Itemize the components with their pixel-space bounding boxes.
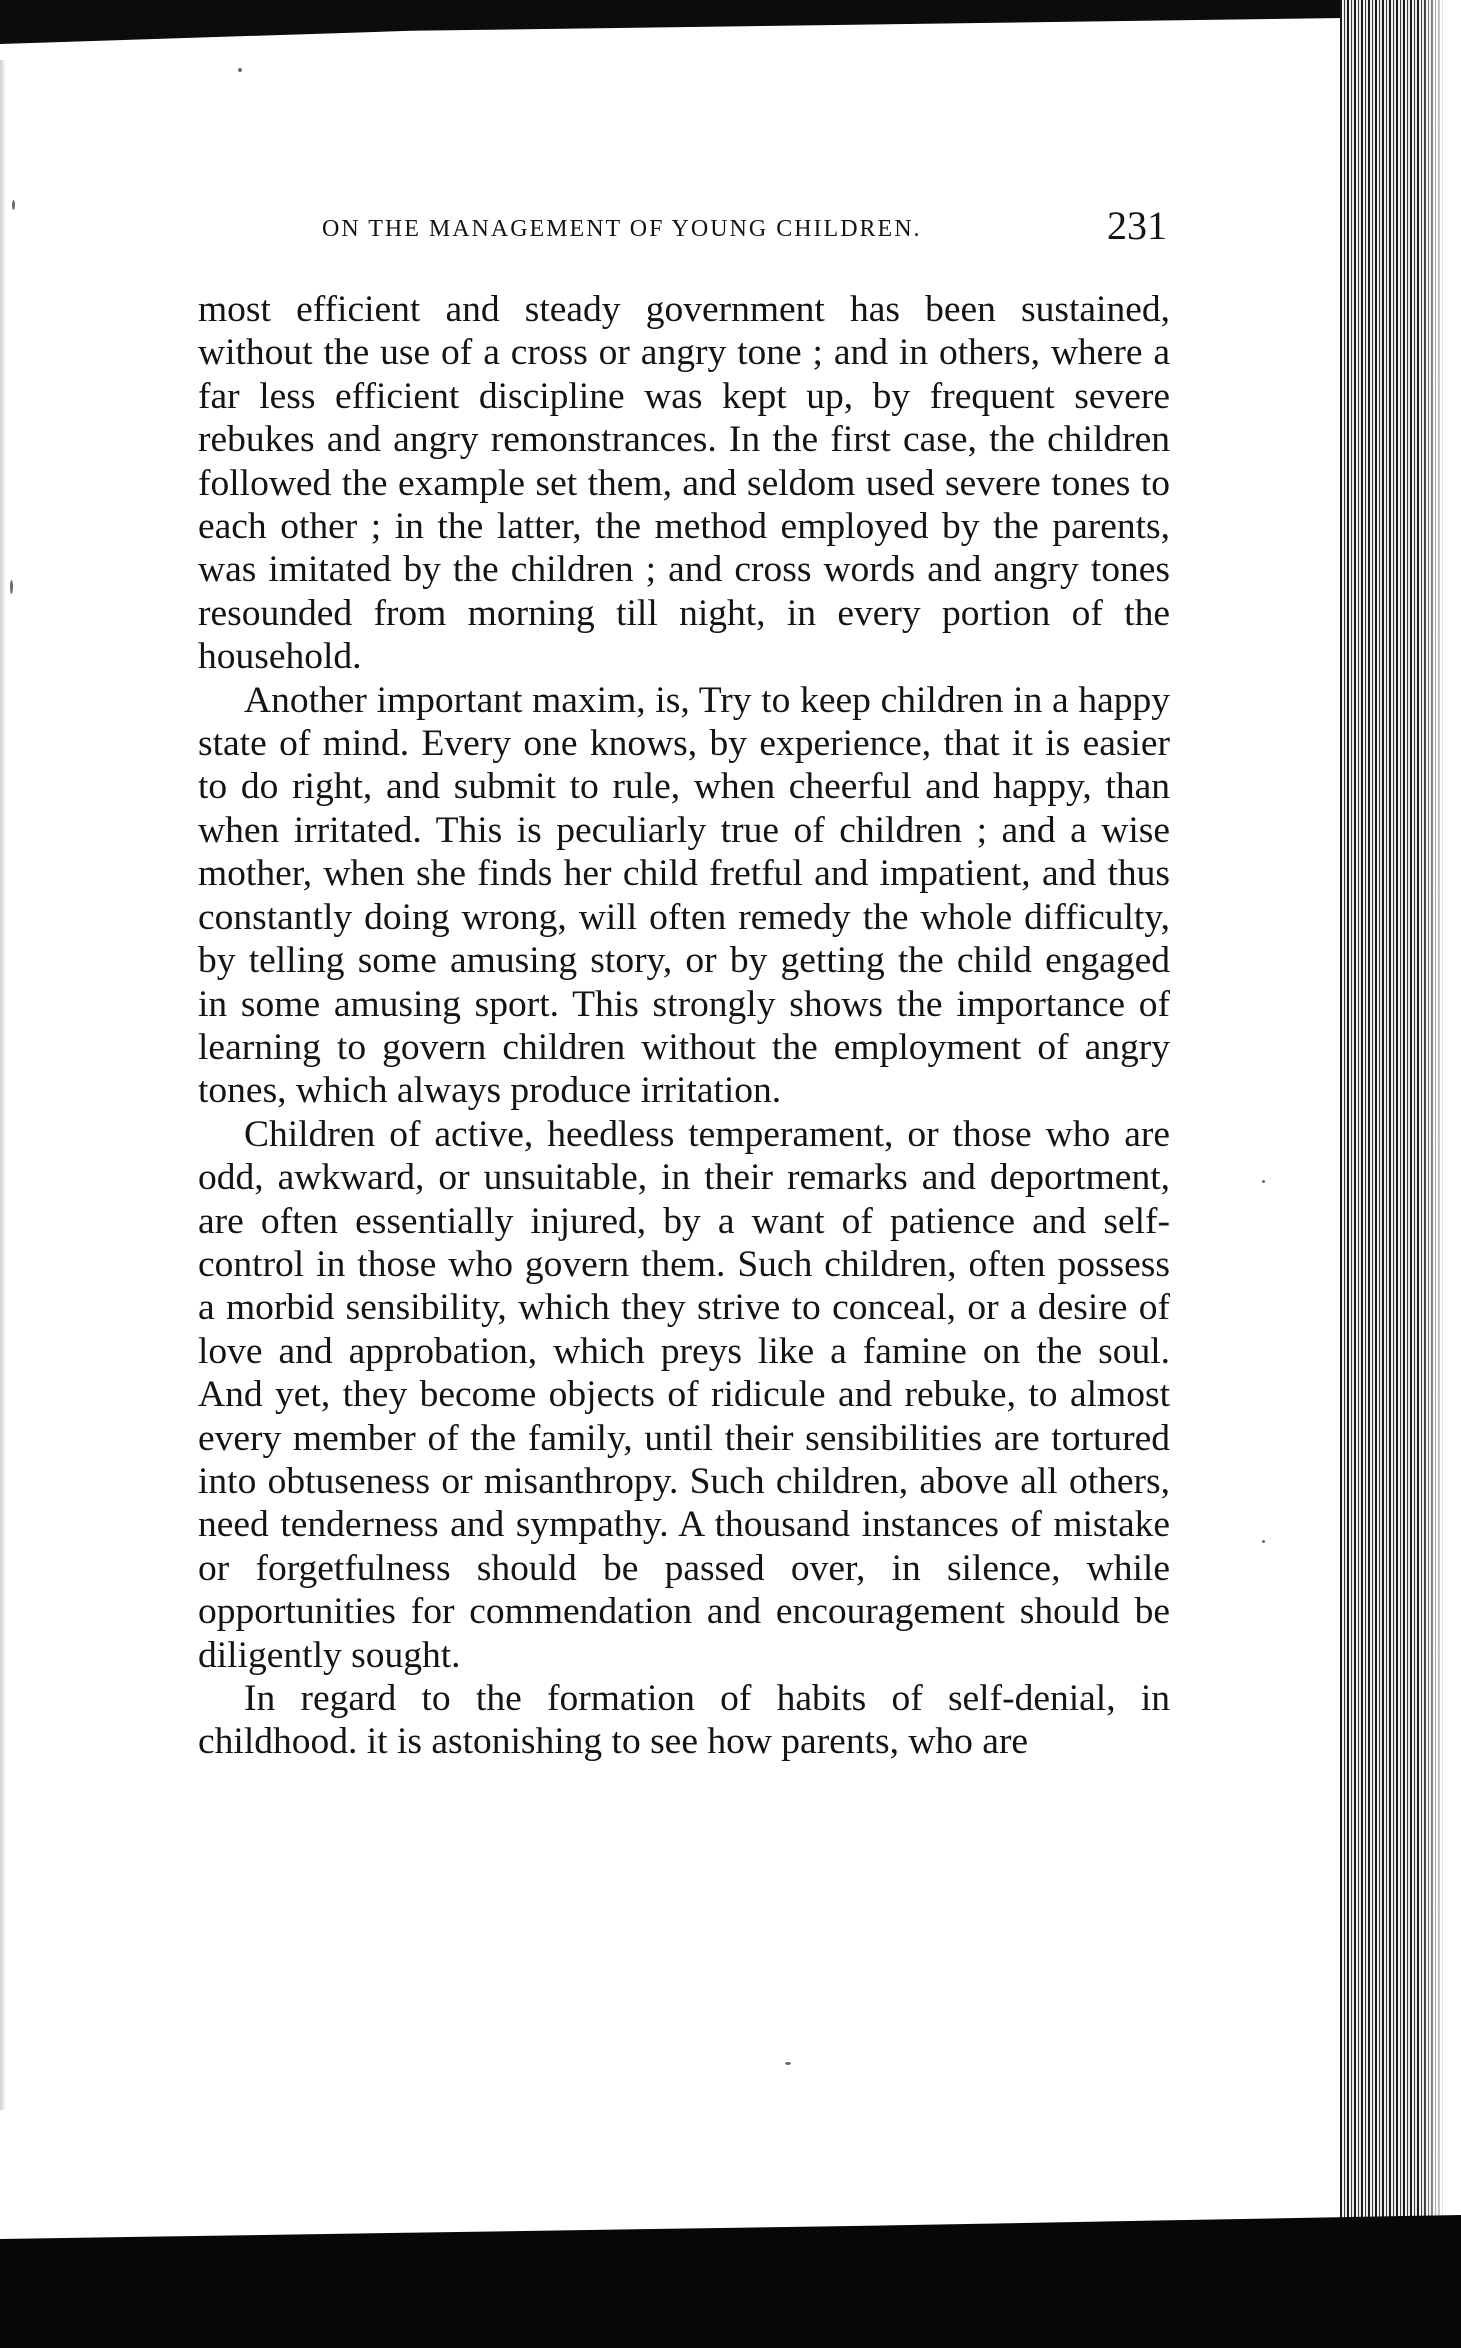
paragraph-4: In regard to the formation of habits of self-denial, in childhood. it is astonishing to see how parents, who are xyxy=(198,1678,1170,1763)
scan-speck xyxy=(785,2062,791,2065)
running-title: ON THE MANAGEMENT OF YOUNG CHILDREN. xyxy=(322,216,922,242)
scan-border-bottom xyxy=(0,2215,1461,2348)
scan-speck xyxy=(12,200,15,210)
paragraph-2: Another important maxim, is, Try to keep children in a happy state of mind. Every one knows, by experience, that it is easier to do right, and submit to rule, when cheerful and happy, than when irritated. This is peculiarly true of children ; and a wise mother, when she finds her child fretful and impatient, and thus constantly doing wrong, will often remedy the whole difficulty, by telling some amusing story, or by getting the child engaged in some amusing sport. This strongly shows the importance of learning to govern children without the employment of angry tones, which always produce irritation. xyxy=(198,679,1170,1112)
scan-speck xyxy=(238,68,242,72)
body-text xyxy=(198,288,1170,1764)
book-page-edges-highlight xyxy=(1360,0,1461,2348)
paragraph-3: Children of active, heedless temperament, or those who are odd, awkward, or unsuitable, in their remarks and deportment, are often essentially injured, by a want of patience and self-control in those who govern them. Such children, often possess a morbid sensibility, which they strive to conceal, or a desire of love and approbation, which preys like a famine on the soul. And yet, they become objects of ridicule and rebuke, to almost every member of the family, until their sensibilities are tortured into obtuseness or misanthropy. Such children, above all others, need tenderness and sympathy. A thousand instances of mistake or forgetfulness should be passed over, in silence, while opportunities for commendation and encouragement should be diligently sought. xyxy=(198,1113,1170,1676)
scan-border-left xyxy=(0,60,6,2110)
running-head xyxy=(200,198,1175,258)
scan-border-top xyxy=(0,0,1370,44)
page-number: 231 xyxy=(1107,203,1167,248)
paragraph-1: most efficient and steady government has been sustained, without the use of a cross or angry tone ; and in others, where a far less efficient discipline was kept up, by frequent severe rebukes and angry remonstrances. In the first case, the children followed the example set them, and seldom used severe tones to each other ; in the latter, the method employed by the parents, was imitated by the children ; and cross words and angry tones resounded from morning till night, in every portion of the household. xyxy=(198,289,1170,678)
scan-speck xyxy=(10,580,13,594)
scan-speck xyxy=(1262,1540,1265,1543)
scan-speck xyxy=(1262,1180,1265,1183)
